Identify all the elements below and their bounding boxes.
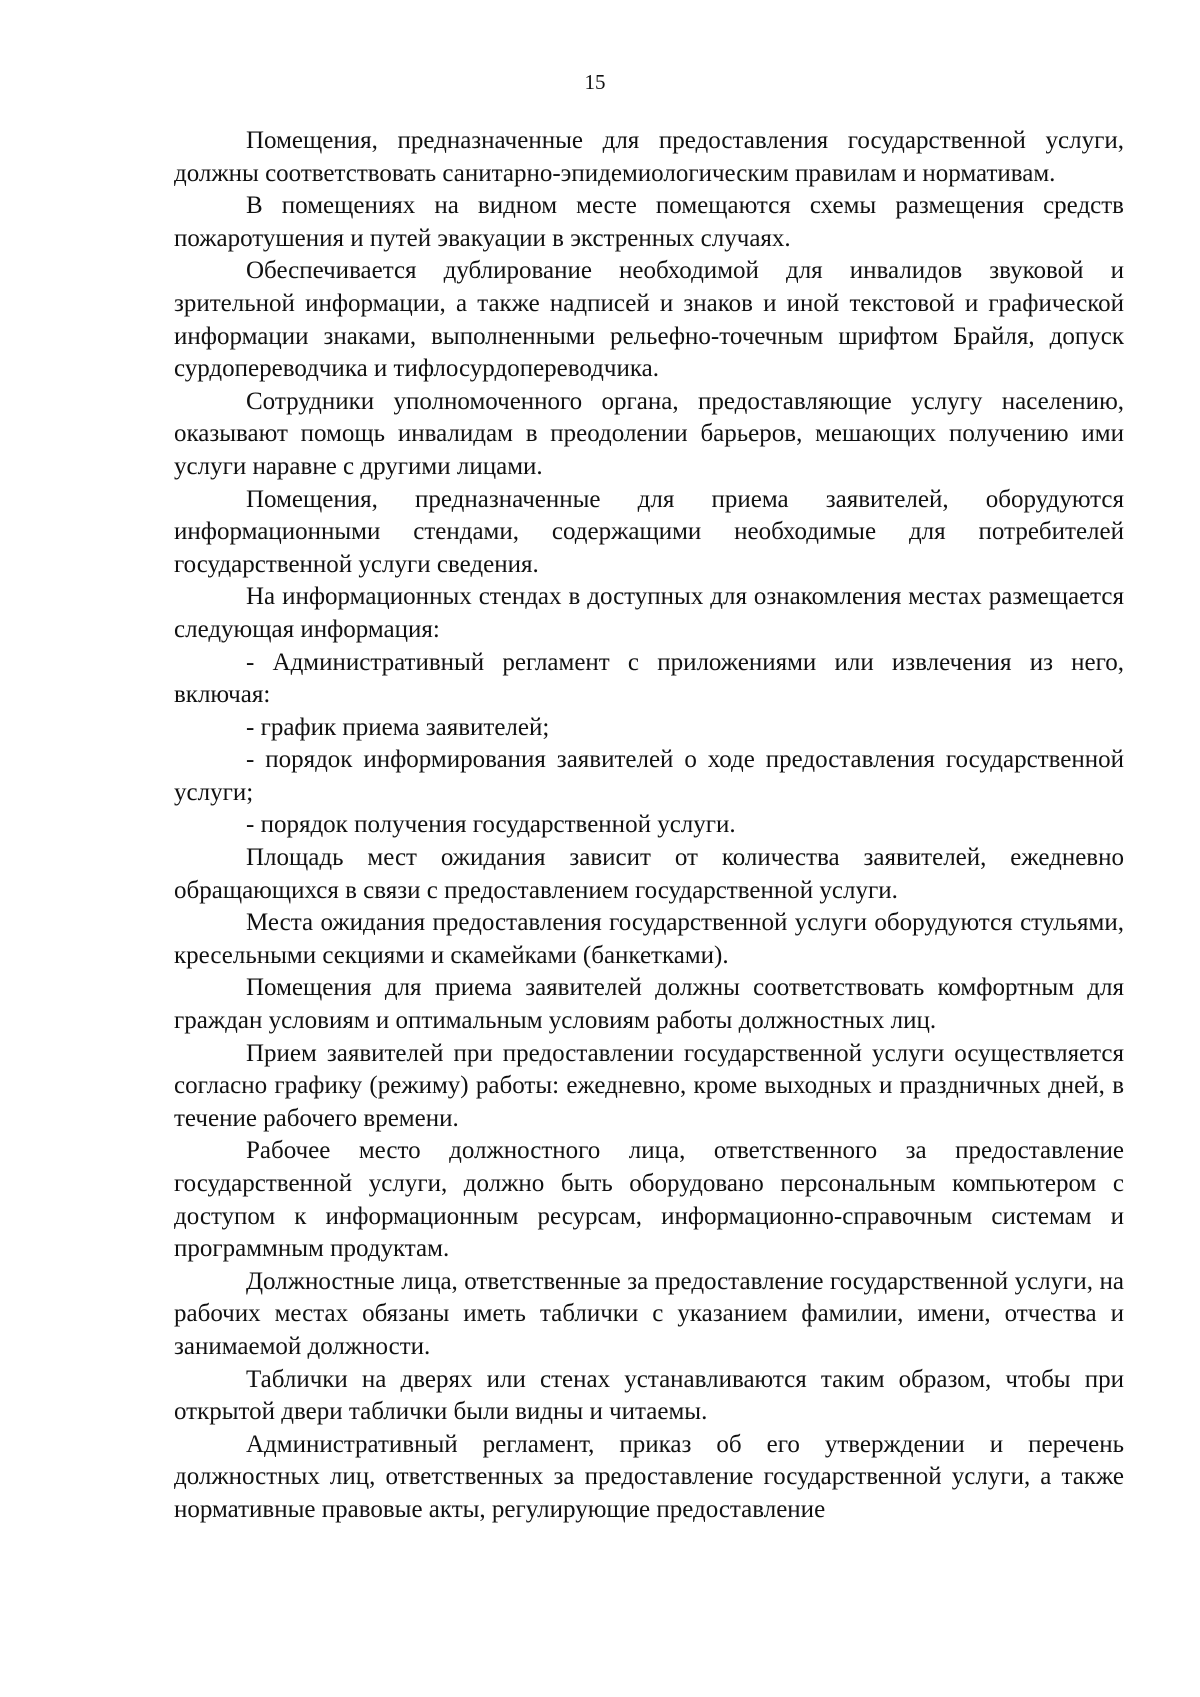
paragraph: Помещения, предназначенные для предоставления государственной услуги, должны соответствовать санитарно-эпидемиологическим правилам и нормативам. xyxy=(174,127,1124,187)
paragraph: Сотрудники уполномоченного органа, предоставляющие услугу населению, оказывают помощь инвалидам в преодолении барьеров, мешающих получению ими услуги наравне с другими лицами. xyxy=(174,387,1124,480)
list-item: - график приема заявителей; xyxy=(246,713,550,741)
paragraph: Административный регламент, приказ об его утверждении и перечень должностных лиц, ответственных за предоставление государственной услуги, а также нормативные правовые акты, регулирующие предоставление xyxy=(174,1430,1124,1523)
paragraph: На информационных стендах в доступных для ознакомления местах размещается следующая информация: xyxy=(174,583,1124,643)
paragraph: Помещения, предназначенные для приема заявителей, оборудуются информационными стендами, содержащими необходимые для потребителей государственной услуги сведения. xyxy=(174,485,1124,578)
list-item: - порядок получения государственной услуги. xyxy=(246,811,736,839)
page-number: 15 xyxy=(584,70,606,94)
paragraph: Таблички на дверях или стенах устанавливаются таким образом, чтобы при открытой двери таблички были видны и читаемы. xyxy=(174,1365,1124,1426)
paragraph: В помещениях на видном месте помещаются схемы размещения средств пожаротушения и путей эвакуации в экстренных случаях. xyxy=(174,192,1124,252)
paragraph: Площадь мест ожидания зависит от количества заявителей, ежедневно обращающихся в связи с предоставлением государственной услуги. xyxy=(174,844,1124,904)
list-item: - порядок информирования заявителей о ходе предоставления государственной услуги; xyxy=(174,746,1124,806)
paragraph: Места ожидания предоставления государственной услуги оборудуются стульями, кресельными секциями и скамейками (банкетками). xyxy=(174,909,1124,969)
paragraph: Обеспечивается дублирование необходимой для инвалидов звуковой и зрительной информации, а также надписей и знаков и иной текстовой и графической информации знаками, выполненными рельефно-точечным шрифтом Брайля, допуск сурдопереводчика и тифлосурдопереводчика. xyxy=(174,257,1124,383)
paragraph: Прием заявителей при предоставлении государственной услуги осуществляется согласно графику (режиму) работы: ежедневно, кроме выходных и праздничных дней, в течение рабочего времени. xyxy=(174,1039,1124,1132)
paragraph: Должностные лица, ответственные за предоставление государственной услуги, на рабочих местах обязаны иметь таблички с указанием фамилии, имени, отчества и занимаемой должности. xyxy=(174,1267,1124,1360)
list-item: - Административный регламент с приложениями или извлечения из него, включая: xyxy=(174,648,1124,709)
paragraph: Рабочее место должностного лица, ответственного за предоставление государственной услуги, должно быть оборудовано персональным компьютером с доступом к информационным ресурсам, информационно-справочным системам и программным продуктам. xyxy=(174,1137,1124,1263)
paragraph: Помещения для приема заявителей должны соответствовать комфортным для граждан условиям и оптимальным условиям работы должностных лиц. xyxy=(174,974,1124,1035)
document-body xyxy=(174,125,1124,1527)
